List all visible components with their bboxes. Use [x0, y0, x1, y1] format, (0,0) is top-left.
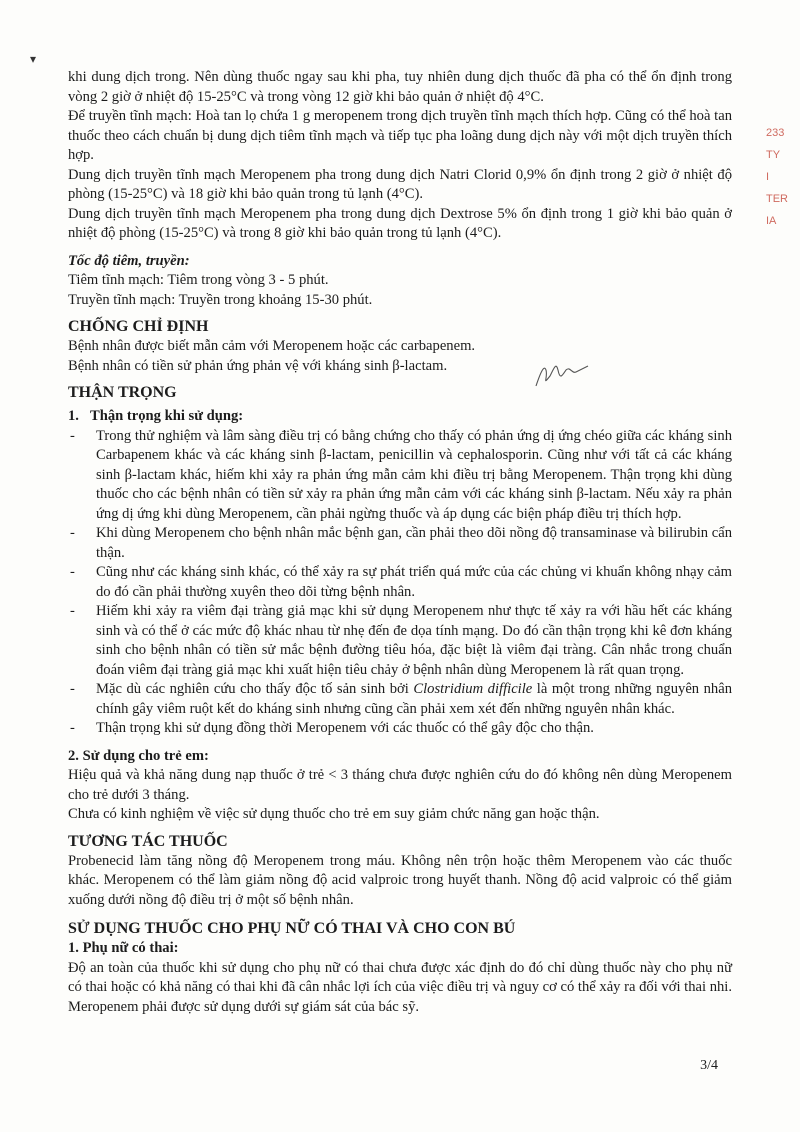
intro-paragraph: Dung dịch truyền tĩnh mạch Meropenem pha trong dung dịch Dextrose 5% ổn định trong 1 giờ khi bảo quản ở nhiệt độ phòng (15-25°C) và trong 8 giờ khi bảo quản trong tủ lạnh (4°C).: [68, 205, 732, 241]
intro-paragraph: Để truyền tĩnh mạch: Hoà tan lọ chứa 1 g meropenem trong dịch truyền tĩnh mạch thích hợp. Cũng có thể hoà tan thuốc theo cách chuẩn bị dung dịch tiêm tĩnh mạch và tiếp tục pha loãng dung dịch này với một dịch truyền thích hợp.: [68, 108, 732, 163]
caution-list: [68, 427, 732, 739]
caution-heading: THẬN TRỌNG: [68, 384, 177, 401]
pediatric-heading: 2. Sử dụng cho trẻ em:: [68, 747, 209, 764]
rate-line: Tiêm tĩnh mạch: Tiêm trong vòng 3 - 5 phút.: [68, 272, 329, 288]
list-item: - Khi dùng Meropenem cho bệnh nhân mắc bệnh gan, cần phải theo dõi nồng độ transaminase và bilirubin cẩn thận.: [68, 524, 732, 563]
list-item: - Cũng như các kháng sinh khác, có thể xảy ra sự phát triển quá mức của các chủng vi khuẩn không nhạy cảm do đó cần phải thường xuyên theo dõi từng bệnh nhân.: [68, 563, 732, 602]
red-stamp: 233 TY I TER IA: [766, 127, 788, 227]
caution-subheading: 1. Thận trọng khi sử dụng:: [68, 408, 244, 424]
contraindication-line: Bệnh nhân có tiền sử phản ứng phản vệ với kháng sinh β-lactam.: [68, 357, 448, 374]
pregnancy-heading: SỬ DỤNG THUỐC CHO PHỤ NỮ CÓ THAI VÀ CHO CON BÚ: [68, 920, 516, 937]
interaction-heading: TƯƠNG TÁC THUỐC: [68, 832, 228, 850]
pediatric-line: Hiệu quả và khả năng dung nạp thuốc ở trẻ < 3 tháng chưa được nghiên cứu do đó không nên dùng Meropenem cho trẻ dưới 3 tháng.: [68, 767, 732, 803]
intro-paragraph: khi dung dịch trong. Nên dùng thuốc ngay sau khi pha, tuy nhiên dung dịch thuốc đã pha có thể ổn định trong vòng 2 giờ ở nhiệt độ 15-25°C và trong vòng 12 giờ khi bảo quản ở nhiệt độ 4°C.: [68, 69, 732, 105]
pregnancy-text: Độ an toàn của thuốc khi sử dụng cho phụ nữ có thai chưa được xác định do đó chỉ dùng thuốc này cho phụ nữ có thai hoặc có khả năng có thai khi đã cân nhắc lợi ích của việc điều trị và nguy cơ có thể xảy ra đối với thai nhi. Meropenem phải được sử dụng dưới sự giám sát của bác sỹ.: [68, 959, 732, 1015]
interaction-text: Probenecid làm tăng nồng độ Meropenem trong máu. Không nên trộn hoặc thêm Meropenem vào các thuốc khác. Meropenem có thể làm giảm nồng độ acid valproic trong huyết thanh. Nồng độ acid valproic có thể giảm xuống dưới nồng độ điều trị ở một số bệnh nhân.: [68, 852, 732, 908]
contraindication-line: Bệnh nhân được biết mẫn cảm với Meropenem hoặc các carbapenem.: [68, 338, 476, 354]
page-number: 3/4: [700, 1058, 718, 1073]
binding-mark: ▾: [30, 52, 37, 66]
list-item: - Mặc dù các nghiên cứu cho thấy độc tố sản sinh bởi Clostridium difficile là một trong những nguyên nhân chính gây viêm ruột kết do kháng sinh nhưng cũng cần phải xem xét đến những nguyên nhân khác.: [68, 680, 732, 719]
pediatric-line: Chưa có kinh nghiệm về việc sử dụng thuốc cho trẻ em suy giảm chức năng gan hoặc thận.: [68, 806, 600, 822]
pregnancy-subheading: 1. Phụ nữ có thai:: [68, 940, 179, 956]
contraindication-heading: CHỐNG CHỈ ĐỊNH: [68, 318, 209, 335]
list-item: - Hiếm khi xảy ra viêm đại tràng giả mạc khi sử dụng Meropenem như thực tế xảy ra với hầu hết các kháng sinh và có thể ở các mức độ khác nhau từ nhẹ đến đe dọa tính mạng. Do đó cần thận trọng khi kê đơn kháng sinh cho bệnh nhân có tiền sử mắc bệnh đường tiêu hóa, đặc biệt là viêm đại tràng. Cân nhắc trong chuẩn đoán viêm đại tràng giả mạc khi xuất hiện tiêu chảy ở bệnh nhân dùng Meropenem là rất quan trọng.: [68, 602, 732, 680]
list-item: - Trong thử nghiệm và lâm sàng điều trị có bằng chứng cho thấy có phản ứng dị ứng chéo giữa các kháng sinh Carbapenem khác và các kháng sinh β-lactam, penicillin và cephalosporin. Cũng như với tất cả các kháng sinh β-lactam khác, hiếm khi xảy ra phản ứng mẫn cảm khi điều trị bằng Meropenem. Thận trọng khi dùng thuốc cho các bệnh nhân có tiền sử xảy ra phản ứng mẫn cảm với các kháng sinh β-lactam. Nếu xảy ra phản ứng dị ứng khi dùng Meropenem, cần phải ngừng thuốc và áp dụng các biện pháp điều trị thích hợp.: [68, 427, 732, 525]
list-item: - Thận trọng khi sử dụng đồng thời Meropenem với các thuốc có thể gây độc cho thận.: [68, 719, 732, 739]
document-page: [68, 68, 732, 1017]
rate-heading: Tốc độ tiêm, truyền:: [68, 252, 190, 269]
rate-line: Truyền tĩnh mạch: Truyền trong khoảng 15-30 phút.: [68, 291, 373, 308]
intro-paragraph: Dung dịch truyền tĩnh mạch Meropenem pha trong dung dịch Natri Clorid 0,9% ổn định trong 2 giờ ở nhiệt độ phòng (15-25°C) và 18 giờ khi bảo quản trong tủ lạnh (4°C).: [68, 166, 732, 202]
